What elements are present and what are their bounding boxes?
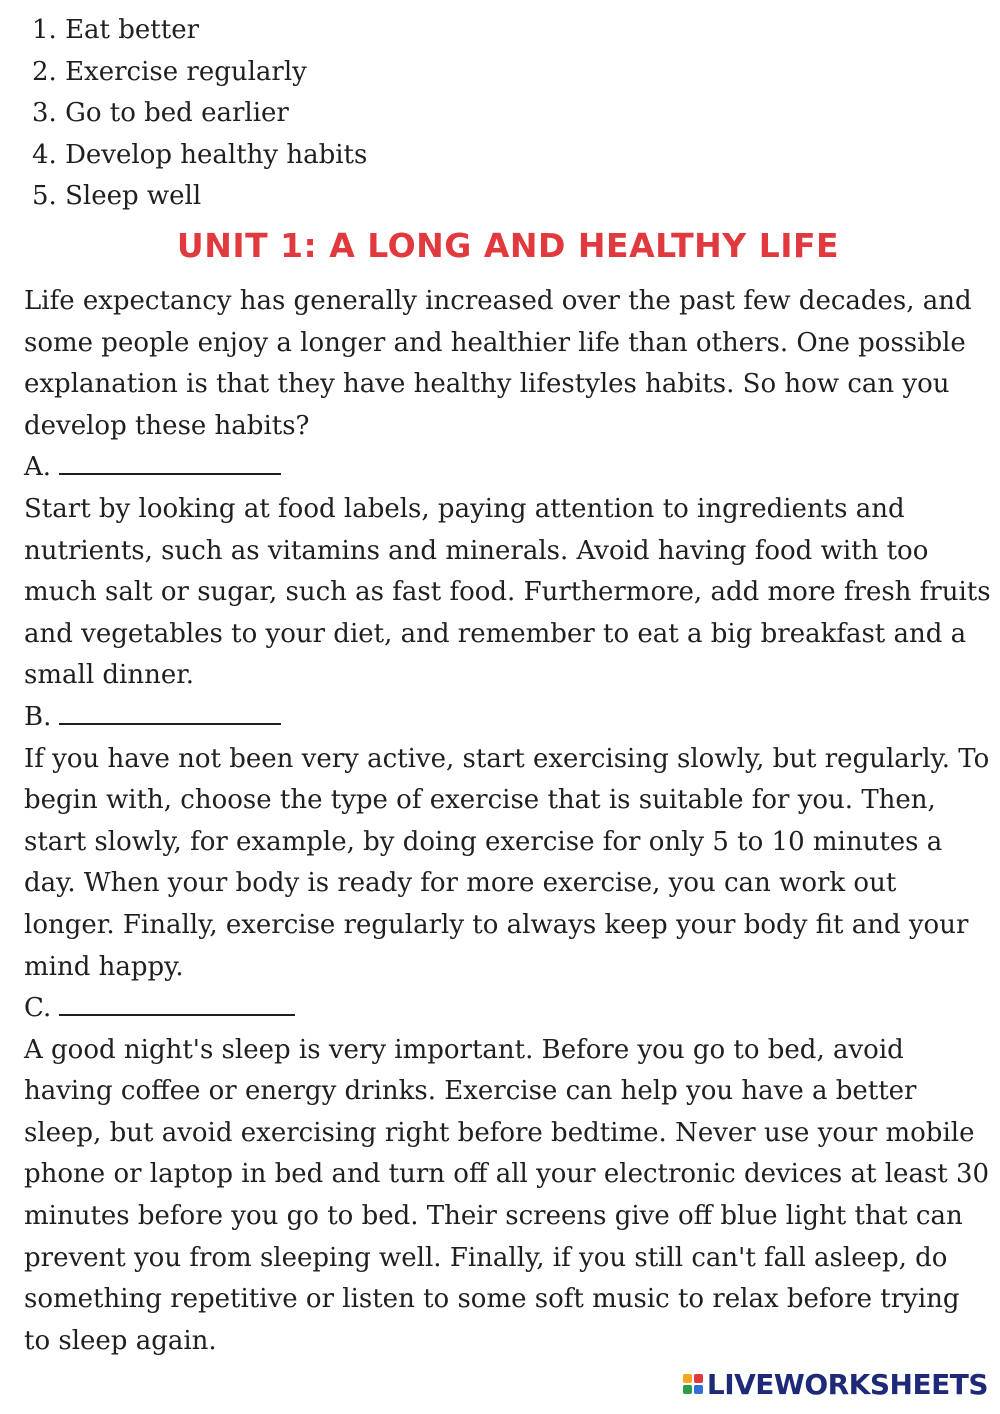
- answer-blank-c[interactable]: [59, 1012, 295, 1016]
- liveworksheets-watermark: [683, 1368, 988, 1400]
- paragraph-a: Start by looking at food labels, paying attention to ingredients and nutrients, such as vitamins and minerals. Avoid having food with too much salt or sugar, such as fast food. Furthermore, add more fresh fruits and vegetables to your diet, and remember to eat a big breakfast and a small dinner.: [24, 493, 991, 691]
- unit-title: UNIT 1: A LONG AND HEALTHY LIFE: [176, 226, 840, 265]
- logo-square-1: [683, 1374, 692, 1383]
- heading-blank-c: [24, 988, 992, 1030]
- heading-label-c: C.: [24, 993, 52, 1024]
- answer-option-5: 5. Sleep well: [32, 181, 202, 211]
- logo-square-3: [683, 1385, 692, 1394]
- logo-square-2: [694, 1374, 703, 1383]
- answer-option-1: 1. Eat better: [32, 15, 200, 45]
- answer-option-3: 3. Go to bed earlier: [32, 98, 289, 128]
- liveworksheets-logo-icon: [683, 1374, 703, 1394]
- heading-label-b: B.: [24, 701, 52, 732]
- reading-passage: [24, 281, 992, 1362]
- heading-label-a: A.: [24, 452, 52, 483]
- heading-blank-b: [24, 697, 992, 739]
- heading-blank-a: [24, 447, 992, 489]
- answer-blank-b[interactable]: [59, 721, 281, 725]
- paragraph-b: If you have not been very active, start exercising slowly, but regularly. To begin with, choose the type of exercise that is suitable for you. Then, start slowly, for example, by doing exercise for only 5 to 10 minutes a day. When your body is ready for more exercise, you can work out longer. Finally, exercise regularly to always keep your body fit and your mind happy.: [24, 743, 990, 982]
- logo-square-4: [694, 1385, 703, 1394]
- answer-option-2: 2. Exercise regularly: [32, 56, 307, 87]
- brand-name: LIVEWORKSHEETS: [706, 1367, 988, 1401]
- paragraph-c: A good night's sleep is very important. Before you go to bed, avoid having coffee or energy drinks. Exercise can help you have a better sleep, but avoid exercising right before bedtime. Never use your mobile phone or laptop in bed and turn off all your electronic devices at least 30 minutes before you go to bed. Their screens give off blue light that can prevent you from sleeping well. Finally, if you still can't fall asleep, do something repetitive or listen to some soft music to relax before trying to sleep again.: [24, 1034, 990, 1356]
- intro-paragraph: Life expectancy has generally increased over the past few decades, and some people enjoy a longer and healthier life than others. One possible explanation is that they have healthy lifestyles habits. So how can you develop these habits?: [24, 286, 972, 441]
- answer-option-4: 4. Develop healthy habits: [32, 139, 368, 170]
- answer-blank-a[interactable]: [59, 471, 281, 475]
- answer-options-list: [32, 10, 367, 218]
